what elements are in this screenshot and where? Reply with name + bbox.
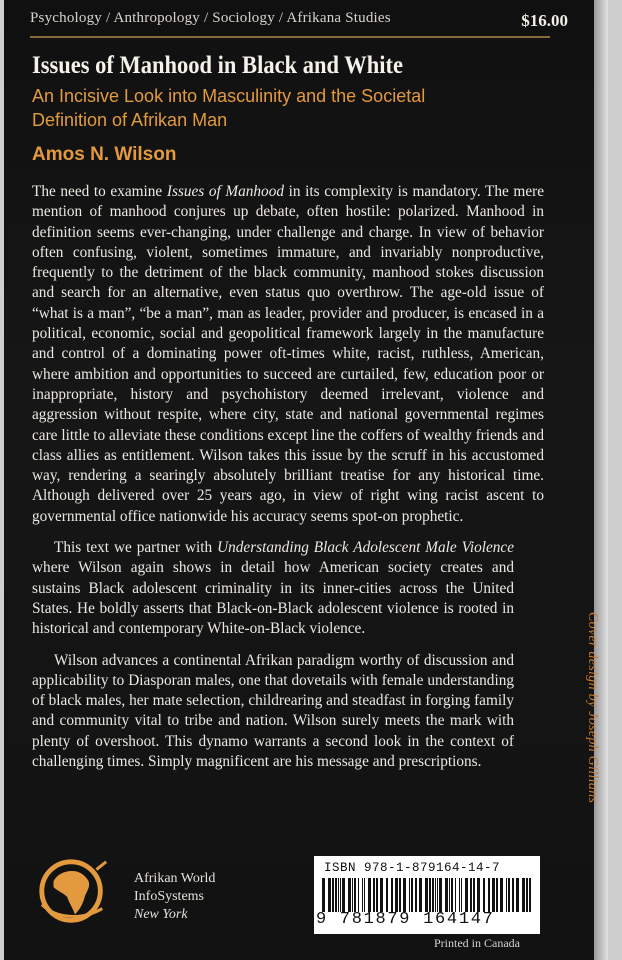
isbn-number: ISBN 978-1-879164-14-7 [324,861,501,875]
cover-design-credit: Cover design by Joseph Gillians [585,612,600,804]
author-name: Amos N. Wilson [32,144,177,165]
price-label: $16.00 [521,11,568,30]
africa-globe-logo-icon [34,852,112,930]
category-line: Psychology / Anthropology / Sociology / Afrikana Studies [30,10,391,26]
publisher-city: New York [134,907,188,922]
blurb-paragraph-3: Wilson advances a continental Afrikan paradigm worthy of discussion and applicability to Diasporan males, one that dovetails with female understanding of black males, her mate selection, childrearing and steadfast in forging family and community vital to tribe and nation. Wilson surely meets the mark with plenty of overshoot. This dynamo warrants a second look in the context of challenging times. Simply magnificent are his message and prescriptions. [32,651,514,771]
barcode-digits: 9 781879 164147 [316,910,495,929]
p2-book-title: Understanding Black Adolescent Male Violence [217,539,514,557]
blurb [32,182,544,783]
p1-book-title: Issues of Manhood [166,183,284,200]
book-subtitle: An Incisive Look into Masculinity and the Societal Definition of Afrikan Man [32,86,426,130]
p1-text-a: The need to examine [32,183,167,200]
blurb-paragraph-1 [32,182,544,527]
divider [30,36,550,38]
p1-text-b: in its complexity is mandatory. The mere mention of manhood conjures up debate, often hostile: polarized. Manhood in definition seems ever-changing, under challenge and charge. In view of behavior often confusing, violent, sometimes immature, and invariably nonproductive, frequently to the detriment of the black community, manhood stokes discussion and search for an alternative, even status quo overthrow. The age-old issue of “what is a man”, “be a man”, man as leader, provider and producer, is encased in a political, economic, social and geopolitical framework largely in the manufacture and control of a dominating power oft-times white, racist, ruthless, American, where ambition and opportunities to succeed are curtailed, few, education poor or inappropriate, history and psychohistory deemed irrelevant, violence and aggression without respite, where city, state and national governmental regimes care little to alleviate these conditions except line the coffers of wealthy friends and class allies as entitlement. Wilson takes this issue by the scruff in his accustomed way, rendering a searingly absolutely brilliant treatise for any historical time. Although delivered over 25 years ago, in view of right wing racist ascent to governmental office nationwide his accuracy seems spot-on prophetic. [32,183,545,525]
barcode-bars [320,878,534,912]
barcode [314,856,540,934]
book-back-cover [4,0,608,960]
book-title: Issues of Manhood in Black and White [32,52,403,79]
publisher-line-2: InfoSystems [134,889,204,904]
page-edge [594,0,608,960]
publisher-line-1: Afrikan World [134,871,216,886]
p2-text-b: where Wilson again shows in detail how American society creates and sustains Black adolescent criminality in its inner-cities across the United States. He boldly asserts that Black-on-Black adolescent violence is rooted in historical and contemporary White-on-Black violence. [32,559,514,638]
publisher-info [134,870,215,924]
p2-text-a: This text we partner with [54,539,218,557]
blurb-paragraph-2 [32,538,514,639]
printed-in-label: Printed in Canada [434,936,520,950]
